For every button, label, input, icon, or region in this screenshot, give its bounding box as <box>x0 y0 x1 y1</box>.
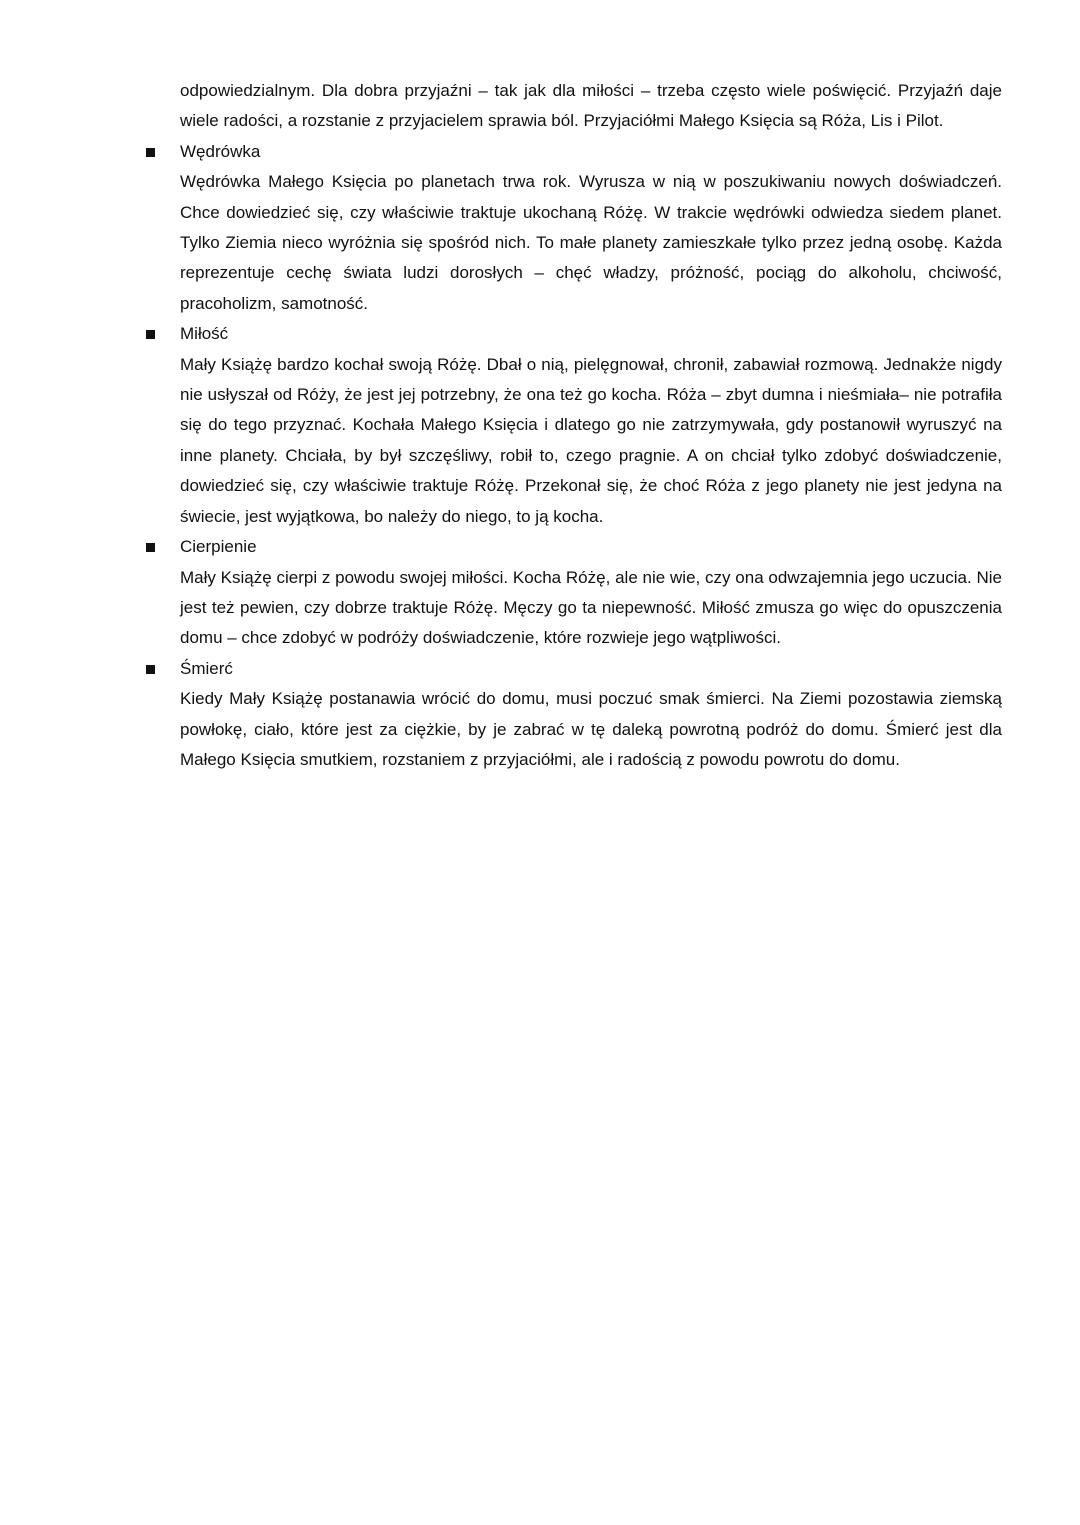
section-heading <box>180 137 1002 167</box>
section-paragraph: Mały Książę cierpi z powodu swojej miłości. Kocha Różę, ale nie wie, czy ona odwzajemnia jego uczucia. Nie jest też pewien, czy dobrze traktuje Różę. Męczy go ta niepewność. Miłość zmusza go więc do opuszczenia domu – chce zdobyć w podróży doświadczenie, które rozwieje jego wątpliwości. <box>180 567 1002 648</box>
section-paragraph: Mały Książę bardzo kochał swoją Różę. Dbał o nią, pielęgnował, chronił, zabawiał rozmową. Jednakże nigdy nie usłyszał od Róży, że jest jej potrzebny, że ona też go kocha. Róża – zbyt dumna i nieśmiała– nie potrafiła się do tego przyznać. Kochała Małego Księcia i dlatego go nie zatrzymywała, gdy postanowił wyruszyć na inne planety. Chciała, by był szczęśliwy, robił to, czego pragnie. A on chciał tylko zdobyć doświadczenie, dowiedzieć się, czy właściwie traktuje Różę. Przekonał się, że choć Róża z jego planety nie jest jedyna na świecie, jest wyjątkowa, bo należy do niego, to ją kocha. <box>180 354 1002 526</box>
square-bullet-icon <box>146 665 155 674</box>
heading-text: Cierpienie <box>180 537 257 557</box>
section-wedrowka <box>180 137 1002 319</box>
section-heading <box>180 532 1002 562</box>
intro-paragraph: odpowiedzialnym. Dla dobra przyjaźni – tak jak dla miłości – trzeba często wiele poświęcić. Przyjaźń daje wiele radości, a rozstanie z przyjacielem sprawia ból. Przyjaciółmi Małego Księcia są Róża, Lis i Pilot. <box>180 81 1002 131</box>
heading-text: Wędrówka <box>180 141 261 161</box>
section-paragraph: Kiedy Mały Książę postanawia wrócić do domu, musi poczuć smak śmierci. Na Ziemi pozostawia ziemską powłokę, ciało, które jest za ciężkie, by je zabrać w tę daleką powrotną podróż do domu. Śmierć jest dla Małego Księcia smutkiem, rozstaniem z przyjaciółmi, ale i radością z powodu powrotu do domu. <box>180 689 1002 769</box>
heading-text: Śmierć <box>180 658 233 678</box>
section-milosc <box>180 319 1002 532</box>
section-heading <box>180 654 1002 684</box>
square-bullet-icon <box>146 148 155 157</box>
document-content <box>180 76 1002 775</box>
section-cierpienie <box>180 532 1002 654</box>
square-bullet-icon <box>146 543 155 552</box>
section-paragraph: Wędrówka Małego Księcia po planetach trwa rok. Wyrusza w nią w poszukiwaniu nowych doświadczeń. Chce dowiedzieć się, czy właściwie traktuje ukochaną Różę. W trakcie wędrówki odwiedza siedem planet. Tylko Ziemia nieco wyróżnia się spośród nich. To małe planety zamieszkałe tylko przez jedną osobę. Każda reprezentuje cechę świata ludzi dorosłych – chęć władzy, próżność, pociąg do alkoholu, chciwość, pracoholizm, samotność. <box>180 172 1002 313</box>
section-heading <box>180 319 1002 349</box>
section-smierc <box>180 654 1002 776</box>
heading-text: Miłość <box>180 324 229 344</box>
square-bullet-icon <box>146 330 155 339</box>
